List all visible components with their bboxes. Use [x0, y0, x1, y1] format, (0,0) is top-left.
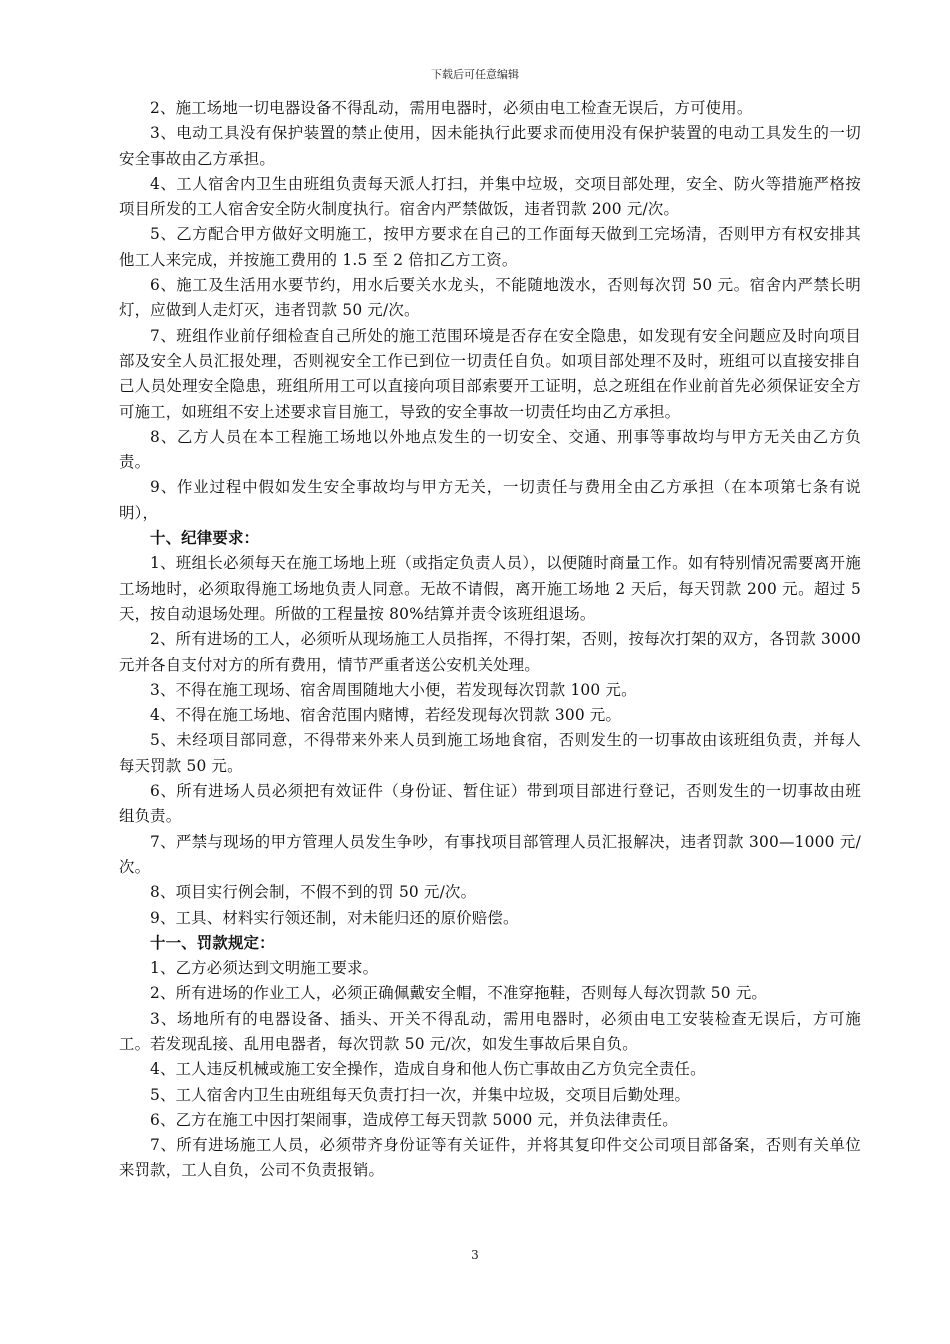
paragraph: 3、不得在施工现场、宿舍周围随地大小便，若发现每次罚款 100 元。 [150, 680, 637, 699]
document-body [119, 96, 861, 1184]
paragraph: 5、未经项目部同意，不得带来外来人员到施工场地食宿，否则发生的一切事故由该班组负责，并每人每天罚款 50 元。 [119, 731, 861, 775]
paragraph: 8、乙方人员在本工程施工场地以外地点发生的一切安全、交通、刑事等事故均与甲方无关由乙方负责。 [119, 427, 861, 472]
section-heading: 十、纪律要求： [150, 529, 260, 548]
paragraph: 7、所有进场施工人员，必须带齐身份证等有关证件，并将其复印件交公司项目部备案，否则有关单位来罚款，工人自负，公司不负责报销。 [119, 1136, 861, 1180]
paragraph: 2、施工场地一切电器设备不得乱动，需用电器时，必须由电工检查无误后，方可使用。 [150, 99, 753, 117]
paragraph: 2、所有进场的作业工人，必须正确佩戴安全帽，不准穿拖鞋，否则每人每次罚款 50 元。 [150, 984, 768, 1003]
paragraph: 6、乙方在施工中因打架闹事，造成停工每天罚款 5000 元，并负法律责任。 [150, 1110, 678, 1129]
paragraph: 4、工人宿舍内卫生由班组负责每天派人打扫，并集中垃圾，交项目部处理，安全、防火等措施严格按项目所发的工人宿舍安全防火制度执行。宿舍内严禁做饭，违者罚款 200 元/次。 [119, 174, 861, 219]
paragraph: 5、工人宿舍内卫生由班组每天负责打扫一次，并集中垃圾，交项目后勤处理。 [150, 1085, 691, 1104]
paragraph: 9、工具、材料实行领还制，对未能归还的原价赔偿。 [150, 908, 519, 927]
paragraph: 7、严禁与现场的甲方管理人员发生争吵，有事找项目部管理人员汇报解决，违者罚款 300—1000 元/次。 [119, 832, 861, 876]
paragraph: 3、场地所有的电器设备、插头、开关不得乱动，需用电器时，必须由电工安装检查无误后，方可施工。若发现乱接、乱用电器者，每次罚款 50 元/次，如发生事故后果自负。 [119, 1009, 861, 1053]
paragraph: 5、乙方配合甲方做好文明施工，按甲方要求在自己的工作面每天做到工完场清，否则甲方有权安排其他工人来完成，并按施工费用的 1.5 至 2 倍扣乙方工资。 [119, 225, 861, 269]
paragraph: 6、施工及生活用水要节约，用水后要关水龙头，不能随地泼水，否则每次罚 50 元。宿舍内严禁长明灯，应做到人走灯灭，违者罚款 50 元/次。 [119, 276, 861, 320]
paragraph: 7、班组作业前仔细检查自己所处的施工范围环境是否存在安全隐患，如发现有安全问题应及时向项目部及安全人员汇报处理，否则视安全工作已到位一切责任自负。如项目部处理不及时，班组可以直接安排自己人员处理安全隐患，班组所用工可以直接向项目部索要开工证明，总之班组在作业前首先必须保证安全方可施工，如班组不安上述要求盲目施工，导致的安全事故一切责任均由乙方承担。 [119, 326, 861, 421]
paragraph: 4、不得在施工场地、宿舍范围内赌博，若经发现每次罚款 300 元。 [150, 706, 622, 725]
page-header: 下载后可任意编辑 [431, 68, 519, 81]
paragraph: 6、所有进场人员必须把有效证件（身份证、暂住证）带到项目部进行登记，否则发生的一切事故由班组负责。 [119, 782, 861, 826]
paragraph: 1、班组长必须每天在施工场地上班（或指定负责人员），以便随时商量工作。如有特别情况需要离开施工场地时，必须取得施工场地负责人同意。无故不请假，离开施工场地 2 天后，每天罚款 200 元。超过 5 天，按自动退场处理。所做的工程量按 80%结算并责令该班组退场。 [119, 554, 861, 623]
page-number: 3 [471, 1248, 479, 1262]
section-heading: 十一、罚款规定： [150, 933, 275, 952]
paragraph: 3、电动工具没有保护装置的禁止使用，因未能执行此要求而使用没有保护装置的电动工具发生的一切安全事故由乙方承担。 [119, 124, 861, 168]
paragraph: 8、项目实行例会制，不假不到的罚 50 元/次。 [150, 883, 477, 902]
paragraph: 2、所有进场的工人，必须听从现场施工人员指挥，不得打架，否则，按每次打架的双方，各罚款 3000 元并各自支付对方的所有费用，情节严重者送公安机关处理。 [119, 630, 861, 674]
paragraph: 9、作业过程中假如发生安全事故均与甲方无关，一切责任与费用全由乙方承担（在本项第七条有说明）， [119, 478, 861, 522]
paragraph: 1、乙方必须达到文明施工要求。 [150, 959, 379, 978]
paragraph: 4、工人违反机械或施工安全操作，造成自身和他人伤亡事故由乙方负完全责任。 [150, 1060, 706, 1079]
